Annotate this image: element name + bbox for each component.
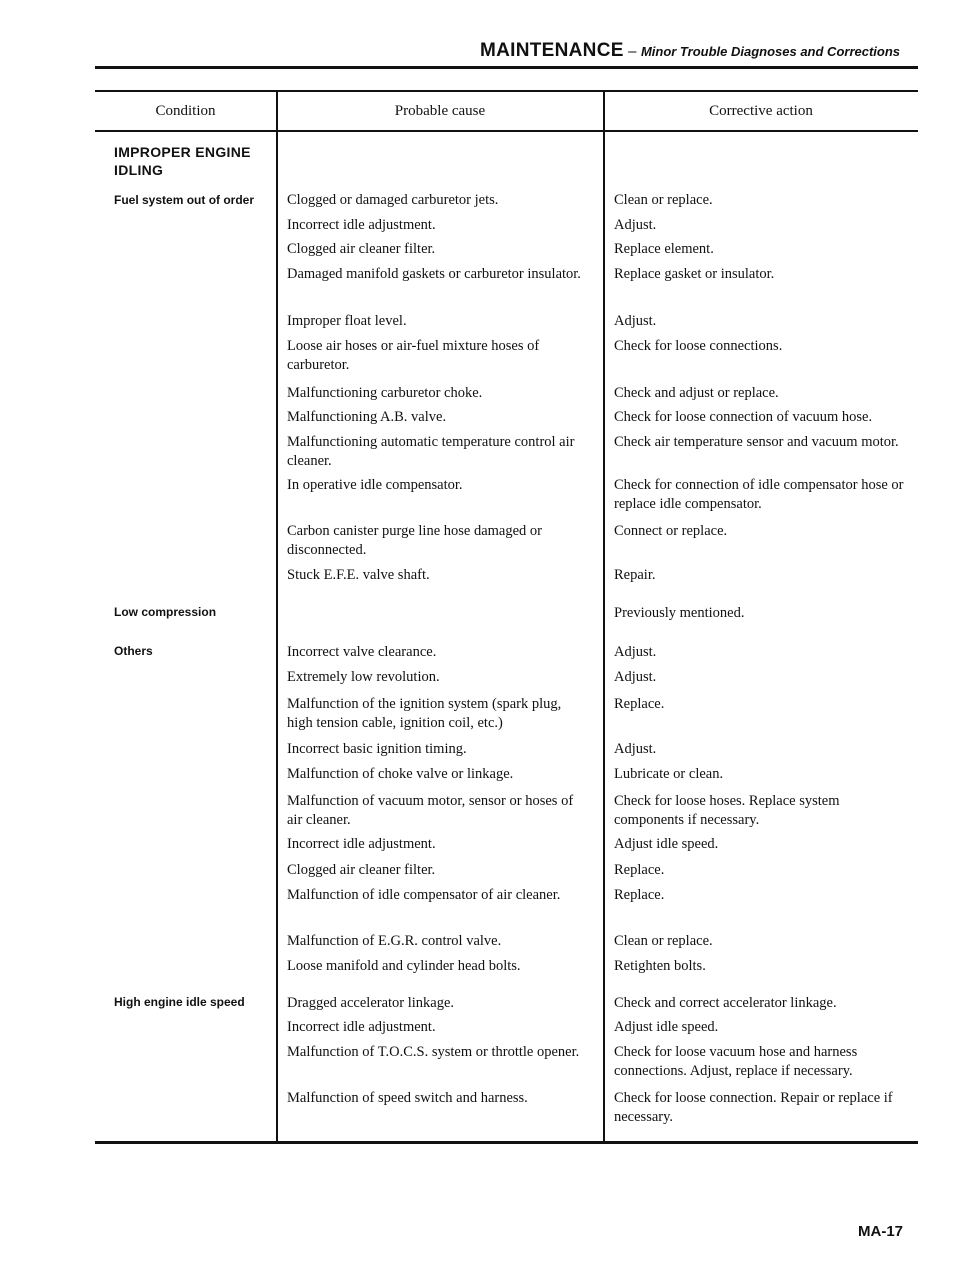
cause-item: Malfunction of the ignition system (spark plug, high tension cable, ignition coil, etc.): [287, 696, 562, 731]
action-item: Previously mentioned.: [614, 605, 745, 621]
column-header-condition: Condition: [155, 103, 216, 119]
cause-item: Clogged air cleaner filter.: [287, 241, 436, 257]
condition-fuel-system: Fuel system out of order: [114, 193, 255, 207]
action-item: Replace.: [614, 862, 665, 878]
header-title: MAINTENANCE: [480, 40, 624, 61]
condition-others: Others: [114, 644, 153, 658]
cause-item: Loose manifold and cylinder head bolts.: [287, 958, 521, 974]
header-rule: [95, 66, 918, 69]
cause-item: Extremely low revolution.: [287, 669, 440, 685]
action-item: Adjust.: [614, 644, 657, 660]
action-item: Check and correct accelerator linkage.: [614, 995, 837, 1011]
cause-item: Malfunction of speed switch and harness.: [287, 1090, 528, 1106]
action-item: Check for loose connection. Repair or replace if necessary.: [614, 1090, 893, 1125]
cause-item: Malfunctioning automatic temperature control air cleaner.: [287, 434, 575, 469]
column-divider: [276, 90, 278, 1141]
cause-item: Malfunction of idle compensator of air cleaner.: [287, 887, 561, 903]
action-item: Connect or replace.: [614, 523, 728, 539]
action-item: Adjust.: [614, 313, 657, 329]
action-item: Replace.: [614, 887, 665, 903]
cause-item: Incorrect idle adjustment.: [287, 217, 436, 233]
header-subtitle: Minor Trouble Diagnoses and Corrections: [640, 44, 901, 59]
cause-item: In operative idle compensator.: [287, 477, 463, 493]
action-item: Adjust.: [614, 669, 657, 685]
table-header-rule: [95, 130, 918, 132]
cause-item: Incorrect idle adjustment.: [287, 1019, 436, 1035]
cause-item: Malfunctioning carburetor choke.: [287, 385, 483, 401]
action-item: Retighten bolts.: [614, 958, 706, 974]
cause-item: Malfunction of T.O.C.S. system or throttle opener.: [287, 1044, 580, 1060]
action-item: Replace element.: [614, 241, 714, 257]
cause-item: Incorrect basic ignition timing.: [287, 741, 467, 757]
cause-item: Malfunctioning A.B. valve.: [287, 409, 447, 425]
action-item: Adjust idle speed.: [614, 1019, 719, 1035]
condition-improper-engine-idling: IMPROPER ENGINE IDLING: [114, 144, 251, 178]
action-item: Replace.: [614, 696, 665, 712]
condition-low-compression: Low compression: [114, 605, 217, 619]
action-item: Check and adjust or replace.: [614, 385, 779, 401]
cause-item: Carbon canister purge line hose damaged or disconnected.: [287, 523, 543, 558]
action-item: Clean or replace.: [614, 192, 713, 208]
cause-item: Malfunction of choke valve or linkage.: [287, 766, 514, 782]
cause-item: Improper float level.: [287, 313, 407, 329]
cause-item: Malfunction of E.G.R. control valve.: [287, 933, 502, 949]
cause-item: Stuck E.F.E. valve shaft.: [287, 567, 430, 583]
column-divider: [603, 90, 605, 1141]
action-item: Repair.: [614, 567, 656, 583]
action-item: Adjust.: [614, 217, 657, 233]
action-item: Replace gasket or insulator.: [614, 266, 775, 282]
action-item: Adjust.: [614, 741, 657, 757]
cause-item: Incorrect valve clearance.: [287, 644, 437, 660]
cause-item: Clogged or damaged carburetor jets.: [287, 192, 499, 208]
header-dash: –: [628, 43, 637, 60]
action-item: Check for connection of idle compensator hose or replace idle compensator.: [614, 477, 904, 512]
table-top-rule: [95, 90, 918, 92]
action-item: Clean or replace.: [614, 933, 713, 949]
cause-item: Malfunction of vacuum motor, sensor or hoses of air cleaner.: [287, 793, 574, 828]
action-item: Check air temperature sensor and vacuum motor.: [614, 434, 899, 450]
action-item: Check for loose connection of vacuum hose.: [614, 409, 873, 425]
table-bottom-rule: [95, 1141, 918, 1144]
column-header-probable-cause: Probable cause: [394, 103, 486, 119]
page-header: [480, 40, 900, 62]
cause-item: Damaged manifold gaskets or carburetor insulator.: [287, 266, 581, 282]
page-number: MA-17: [858, 1223, 904, 1240]
cause-item: Loose air hoses or air-fuel mixture hoses of carburetor.: [287, 338, 540, 373]
cause-item: Clogged air cleaner filter.: [287, 862, 436, 878]
cause-item: Dragged accelerator linkage.: [287, 995, 455, 1011]
action-item: Check for loose hoses. Replace system components if necessary.: [614, 793, 840, 828]
action-item: Adjust idle speed.: [614, 836, 719, 852]
action-item: Lubricate or clean.: [614, 766, 724, 782]
action-item: Check for loose vacuum hose and harness connections. Adjust, replace if necessary.: [614, 1044, 858, 1079]
action-item: Check for loose connections.: [614, 338, 783, 354]
condition-high-engine-idle-speed: High engine idle speed: [114, 995, 245, 1009]
cause-item: Incorrect idle adjustment.: [287, 836, 436, 852]
column-header-corrective-action: Corrective action: [709, 103, 813, 119]
